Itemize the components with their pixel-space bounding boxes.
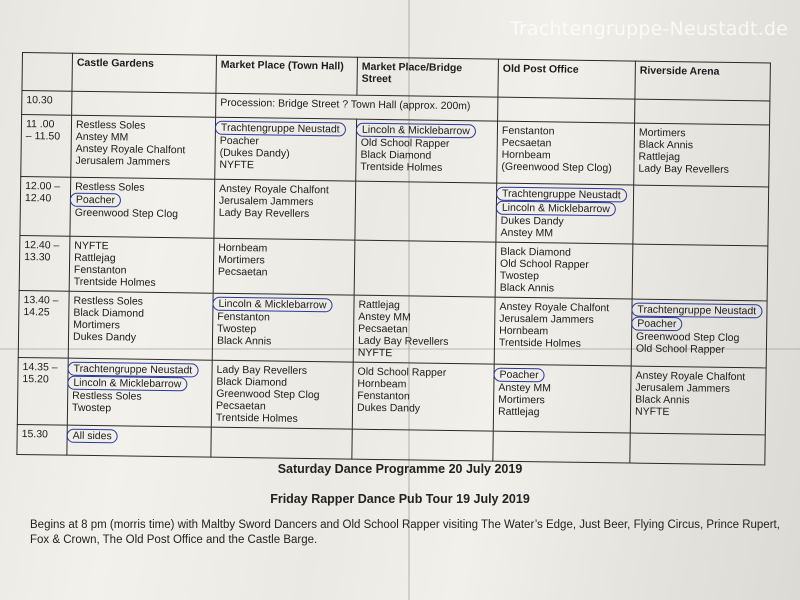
empty-cell	[498, 97, 635, 123]
dance-team-name: Old School Rapper	[360, 136, 450, 150]
dance-team-name: Fenstanton	[217, 310, 270, 324]
friday-description: Begins at 8 pm (morris time) with Maltby Sword Dancers and Old School Rapper visiting The Water’s Edge, Just Beer, Flying Circus, Prince Rupert, Fox & Crown, The Old Post Office and the Castle Barge.	[30, 519, 780, 546]
time-text: 15.20	[22, 373, 49, 386]
dance-team-name: Twostep	[499, 269, 540, 283]
dance-team-name: Trachtengruppe Neustadt	[215, 121, 346, 137]
dance-team-entry	[75, 155, 210, 169]
time-text: 13.40 –	[23, 294, 59, 307]
schedule-cell	[67, 358, 212, 427]
dance-team-name: Trachtengruppe Neustadt	[496, 187, 627, 203]
dance-team-name: Lincoln & Micklebarrow	[67, 376, 187, 392]
dance-team-name: Black Diamond	[500, 245, 571, 259]
time-cell	[21, 115, 72, 178]
time-cell	[19, 235, 70, 291]
dance-team-name: Rattlejag	[74, 251, 116, 265]
dance-team-name: Trentside Holmes	[73, 275, 156, 289]
dance-team-name: Old School Rapper	[357, 365, 447, 379]
dance-team-name: Anstey Royale Chalfont	[219, 182, 329, 197]
dance-team-name: Lady Bay Revellers	[216, 363, 308, 378]
time-text: 14.35 –	[22, 361, 58, 374]
dance-team-entry	[501, 161, 629, 175]
schedule-cell	[634, 123, 770, 187]
dance-team-name: Anstey MM	[358, 310, 411, 324]
dance-team-name: Jerusalem Jammers	[75, 154, 171, 169]
dance-team-name: (Dukes Dandy)	[219, 146, 290, 160]
dance-team-name: Anstey Royale Chalfont	[499, 300, 610, 315]
schedule-cell	[632, 244, 767, 301]
time-text: 12.40	[24, 192, 52, 205]
dance-team-name: Poacher	[493, 368, 544, 383]
dance-team-entry	[360, 161, 492, 175]
dance-team-name: Lady Bay Revellers	[638, 162, 729, 176]
dance-team-name: Hornbeam	[357, 377, 407, 391]
header-market-place-bridge-street: Market Place/Bridge Street	[357, 57, 499, 97]
dance-team-name: Pecsaetan	[358, 322, 408, 336]
dance-team-entry	[72, 402, 207, 416]
header-old-post-office: Old Post Office	[498, 59, 636, 99]
dance-team-name: Old School Rapper	[635, 342, 725, 356]
dance-team-name: NYFTE	[74, 239, 109, 253]
dance-team-name: Old School Rapper	[500, 257, 589, 271]
schedule-cell	[355, 181, 497, 242]
dance-team-name: Poacher	[70, 193, 121, 208]
dance-team-name: Black Annis	[499, 281, 555, 295]
time-text: 12.40 –	[24, 239, 60, 252]
dance-team-entry	[357, 402, 489, 416]
programme-table	[16, 52, 770, 465]
dance-team-name: (Greenwood Step Clog)	[501, 160, 612, 175]
dance-team-entry	[219, 159, 351, 173]
time-text: 13.30	[24, 251, 51, 264]
schedule-cell	[495, 242, 633, 299]
schedule-cell	[354, 240, 496, 297]
dance-team-name: Lady Bay Revellers	[357, 334, 449, 348]
schedule-cell	[352, 362, 494, 431]
dance-team-name: Greenwood Step Clog	[74, 206, 179, 221]
schedule-cell	[633, 185, 768, 246]
time-text: 12.00 –	[25, 180, 61, 193]
dance-team-name: Dukes Dandy	[356, 401, 421, 415]
empty-cell	[72, 91, 216, 117]
dance-team-entry	[500, 282, 628, 296]
schedule-row	[21, 115, 769, 187]
dance-team-name: Jerusalem Jammers	[635, 381, 730, 395]
dance-team-name: Fenstanton	[73, 263, 127, 277]
dance-team-name: Dukes Dandy	[72, 330, 137, 344]
dance-team-name: Pecsaetan	[215, 399, 266, 413]
dance-team-name: NYFTE	[634, 405, 670, 419]
dance-team-name: Fenstanton	[357, 389, 410, 403]
dance-team-name: Rattlejag	[638, 150, 681, 164]
time-text: 11 .00	[25, 118, 55, 131]
dance-team-name: Trentside Holmes	[498, 336, 581, 350]
dance-team-name: Restless Soles	[75, 118, 146, 132]
dance-team-name: Dukes Dandy	[500, 214, 564, 228]
dance-team-name: Rattlejag	[497, 405, 540, 419]
all-sides-label: All sides	[67, 429, 118, 444]
dance-team-name: Hornbeam	[218, 241, 268, 255]
dance-team-name: Trentside Holmes	[215, 411, 298, 425]
time-text: – 11.50	[25, 130, 61, 143]
schedule-cell	[211, 360, 353, 429]
empty-cell	[352, 429, 493, 461]
dance-team-entry	[499, 337, 627, 351]
dance-team-name: Trachtengruppe Neustadt	[631, 303, 762, 319]
schedule-cell	[494, 297, 632, 366]
dance-team-entry	[75, 207, 210, 221]
dance-team-name: Lincoln & Micklebarrow	[496, 201, 616, 217]
dance-team-name: NYFTE	[219, 158, 254, 172]
dance-team-name: Black Diamond	[73, 306, 145, 320]
empty-cell	[493, 431, 630, 463]
dance-team-name: Mortimers	[498, 393, 545, 407]
dance-team-name: Anstey Royale Chalfont	[75, 142, 186, 157]
dance-team-entry	[216, 412, 348, 426]
schedule-cell	[215, 117, 357, 181]
dance-team-name: Trentside Holmes	[360, 160, 443, 174]
dance-team-entry	[73, 331, 208, 345]
dance-team-name: Jerusalem Jammers	[499, 312, 594, 327]
dance-team-name: Restless Soles	[72, 389, 142, 403]
procession-cell: Procession: Bridge Street ? Town Hall (approx. 200m)	[216, 93, 498, 121]
dance-team-name: Black Annis	[635, 393, 690, 407]
dance-team-name: Pecsaetan	[501, 136, 552, 150]
schedule-cell	[630, 366, 766, 435]
time-cell: 15.30	[17, 424, 67, 455]
dance-team-entry	[217, 335, 349, 349]
time-cell	[20, 176, 71, 236]
dance-team-name: Poacher	[631, 317, 682, 332]
dance-team-name: Fenstanton	[501, 124, 555, 138]
dance-team-name: Hornbeam	[501, 148, 551, 162]
header-castle-gardens: Castle Gardens	[72, 53, 217, 93]
dance-team-name: Anstey MM	[500, 226, 554, 240]
saturday-title: Saturday Dance Programme 20 July 2019	[277, 462, 523, 476]
dance-team-name: Black Diamond	[216, 375, 288, 389]
dance-team-name: Hornbeam	[499, 324, 549, 338]
schedule-cell	[70, 177, 215, 238]
dance-team-name: Anstey MM	[75, 130, 129, 144]
time-cell: 10.30	[22, 91, 72, 116]
time-text: 14.25	[23, 306, 50, 319]
schedule-cell	[69, 236, 214, 293]
dance-team-name: Restless Soles	[75, 180, 145, 194]
empty-cell	[635, 99, 770, 125]
schedule-row	[18, 290, 767, 367]
dance-team-entry	[219, 207, 351, 221]
schedule-cell	[212, 293, 354, 362]
watermark: Trachtengruppe-Neustadt.de	[510, 18, 788, 40]
dance-team-name: Pecsaetan	[217, 265, 268, 279]
dance-team-entry	[218, 266, 350, 280]
dance-team-entry	[636, 343, 762, 357]
schedule-cell	[67, 425, 211, 457]
dance-team-name: NYFTE	[357, 346, 393, 360]
schedule-cell	[497, 121, 635, 185]
time-cell	[18, 290, 69, 358]
dance-team-name: Trachtengruppe Neustadt	[67, 362, 198, 378]
time-cell	[17, 357, 68, 425]
dance-team-name: Twostep	[217, 322, 257, 336]
dance-team-name: Anstey MM	[498, 381, 551, 395]
dance-team-entry	[74, 276, 209, 290]
dance-team-name: Jerusalem Jammers	[218, 194, 314, 209]
schedule-cell	[213, 238, 355, 295]
dance-team-entry	[635, 406, 761, 420]
schedule-cell	[71, 115, 216, 179]
schedule-cell	[214, 179, 356, 240]
dance-team-entry	[498, 406, 626, 420]
schedule-row	[20, 176, 768, 245]
dance-team-name: Restless Soles	[73, 294, 144, 308]
dance-team-name: Lady Bay Revellers	[218, 206, 310, 221]
dance-team-name: Black Annis	[216, 334, 272, 348]
schedule-cell	[496, 183, 634, 244]
dance-team-name: Black Diamond	[360, 148, 432, 162]
schedule-cell	[68, 291, 213, 360]
dance-team-name: Twostep	[71, 401, 112, 415]
dance-team-name: Greenwood Step Clog	[636, 330, 740, 345]
schedule-cell	[353, 295, 495, 364]
dance-team-name: Poacher	[219, 134, 259, 148]
header-time	[22, 53, 73, 92]
header-market-place-town-hall: Market Place (Town Hall)	[216, 55, 358, 95]
dance-team-entry	[500, 227, 628, 241]
schedule-cell	[631, 299, 767, 368]
dance-team-name: Greenwood Step Clog	[216, 387, 320, 402]
dance-team-name: Lincoln & Micklebarrow	[356, 123, 476, 139]
header-riverside-arena: Riverside Arena	[635, 61, 770, 101]
dance-team-entry	[358, 347, 490, 361]
dance-team-name: Mortimers	[638, 126, 686, 140]
schedule-cell	[356, 119, 498, 183]
dance-team-name: Mortimers	[73, 318, 120, 332]
schedule-row	[17, 357, 766, 434]
dance-team-entry	[638, 163, 764, 177]
dance-team-name: Rattlejag	[358, 298, 401, 312]
empty-cell	[211, 427, 352, 459]
dance-team-name: Black Annis	[638, 138, 694, 152]
dance-team-name: Mortimers	[218, 253, 265, 267]
friday-title: Friday Rapper Dance Pub Tour 19 July 2019	[270, 492, 530, 506]
schedule-cell	[493, 364, 631, 433]
dance-team-name: Lincoln & Micklebarrow	[212, 297, 332, 313]
empty-cell	[630, 433, 765, 465]
dance-team-name: Anstey Royale Chalfont	[635, 369, 746, 384]
